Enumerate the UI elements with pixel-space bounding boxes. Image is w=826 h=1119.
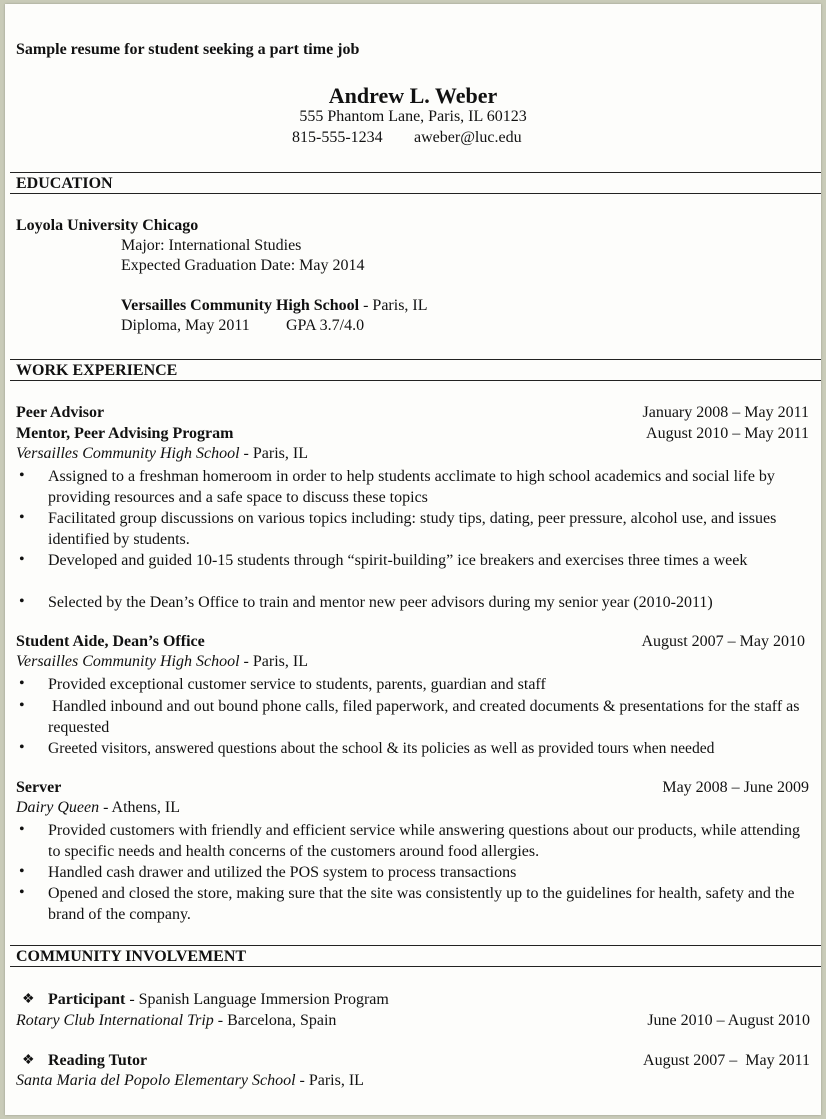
- job-dates-2: August 2010 – May 2011: [646, 425, 809, 442]
- education-heading: EDUCATION: [16, 175, 113, 192]
- high-school-name: Versailles Community High School: [121, 297, 360, 314]
- community-org-line: [16, 1011, 336, 1031]
- bullet-icon: •: [19, 697, 25, 714]
- gpa: GPA 3.7/4.0: [286, 317, 365, 334]
- job-title: Peer Advisor: [16, 404, 105, 421]
- job-location: - Paris, IL: [239, 445, 308, 462]
- email: aweber@luc.edu: [414, 129, 522, 146]
- divider-bottom: [10, 966, 821, 967]
- job-location: - Athens, IL: [99, 799, 180, 816]
- divider-top: [10, 172, 821, 173]
- job-bullet: Facilitated group discussions on various topics including: study tips, dating, peer pressure, alcohol use, and issues identified by students.: [48, 510, 777, 548]
- divider-top: [10, 945, 821, 946]
- bullet-icon: •: [19, 884, 25, 901]
- high-school-line: [121, 296, 428, 316]
- phone: 815-555-1234: [292, 129, 383, 146]
- community-role-line: [48, 990, 389, 1010]
- job-org: Versailles Community High School: [16, 653, 240, 670]
- job-title: Server: [16, 779, 62, 796]
- job-bullet: Handled cash drawer and utilized the POS system to process transactions: [48, 864, 517, 881]
- bullet-icon: •: [19, 593, 25, 610]
- community-dates: June 2010 – August 2010: [647, 1012, 810, 1029]
- community-desc: - Spanish Language Immersion Program: [125, 991, 389, 1008]
- job-dates: May 2008 – June 2009: [662, 779, 809, 796]
- bullet-icon: •: [19, 509, 25, 526]
- divider-top: [10, 359, 821, 360]
- job-org: Dairy Queen: [16, 799, 100, 816]
- bullet-icon: •: [19, 675, 25, 692]
- diamond-bullet-icon: ❖: [22, 1053, 35, 1068]
- grad-date: Expected Graduation Date: May 2014: [121, 257, 365, 274]
- job-bullet: Handled inbound and out bound phone calls, filed paperwork, and created documents & presentations for the staff as requested: [48, 698, 804, 736]
- bullet-icon: •: [19, 821, 25, 838]
- diploma: Diploma, May 2011: [121, 317, 250, 334]
- job-bullet: Greeted visitors, answered questions about the school & its policies as well as provided tours when needed: [48, 740, 715, 757]
- community-location: - Paris, IL: [295, 1072, 364, 1089]
- community-role-line: [48, 1051, 147, 1071]
- job-org-line: [16, 652, 308, 672]
- job-bullet: Provided customers with friendly and efficient service while answering questions about our products, while attending to specific needs and health concerns of the customers around food allergies.: [48, 822, 800, 860]
- address: 555 Phantom Lane, Paris, IL 60123: [299, 108, 527, 125]
- diamond-bullet-icon: ❖: [22, 992, 35, 1007]
- bullet-icon: •: [19, 739, 25, 756]
- work-heading: WORK EXPERIENCE: [16, 362, 178, 379]
- major: Major: International Studies: [121, 237, 302, 254]
- job-bullet: Selected by the Dean’s Office to train and mentor new peer advisors during my senior year (2010-2011): [48, 594, 713, 611]
- divider-bottom: [10, 380, 821, 381]
- community-location: - Barcelona, Spain: [213, 1012, 337, 1029]
- bullet-icon: •: [19, 467, 25, 484]
- university-name: Loyola University Chicago: [16, 217, 199, 234]
- community-org: Rotary Club International Trip: [16, 1012, 214, 1029]
- job-org-line: [16, 798, 180, 818]
- community-role: Participant: [48, 991, 126, 1008]
- job-org: Versailles Community High School: [16, 445, 240, 462]
- job-bullet: Provided exceptional customer service to students, parents, guardian and staff: [48, 676, 546, 693]
- job-bullet: Assigned to a freshman homeroom in order to help students acclimate to high school academics and social life by providing resources and a safe space to discuss these topics: [48, 468, 775, 506]
- sample-title: Sample resume for student seeking a part time job: [16, 41, 360, 58]
- job-title-2: Mentor, Peer Advising Program: [16, 425, 234, 442]
- community-dates: August 2007 – May 2011: [643, 1052, 810, 1069]
- job-dates: August 2007 – May 2010: [641, 633, 805, 650]
- community-heading: COMMUNITY INVOLVEMENT: [16, 948, 247, 965]
- community-org-line: [16, 1071, 364, 1091]
- job-location: - Paris, IL: [239, 653, 308, 670]
- candidate-name: Andrew L. Weber: [328, 83, 498, 108]
- bullet-icon: •: [19, 551, 25, 568]
- divider-bottom: [10, 193, 821, 194]
- job-org-line: [16, 444, 308, 464]
- bullet-icon: •: [19, 863, 25, 880]
- community-org: Santa Maria del Popolo Elementary School: [16, 1072, 296, 1089]
- job-bullet: Developed and guided 10-15 students through “spirit-building” ice breakers and exercises three times a week: [48, 552, 748, 569]
- high-school-location: - Paris, IL: [359, 297, 428, 314]
- job-bullet: Opened and closed the store, making sure that the site was consistently up to the guidelines for health, safety and the brand of the company.: [48, 885, 795, 923]
- job-title: Student Aide, Dean’s Office: [16, 633, 205, 650]
- job-dates: January 2008 – May 2011: [642, 404, 809, 421]
- community-role: Reading Tutor: [48, 1052, 148, 1069]
